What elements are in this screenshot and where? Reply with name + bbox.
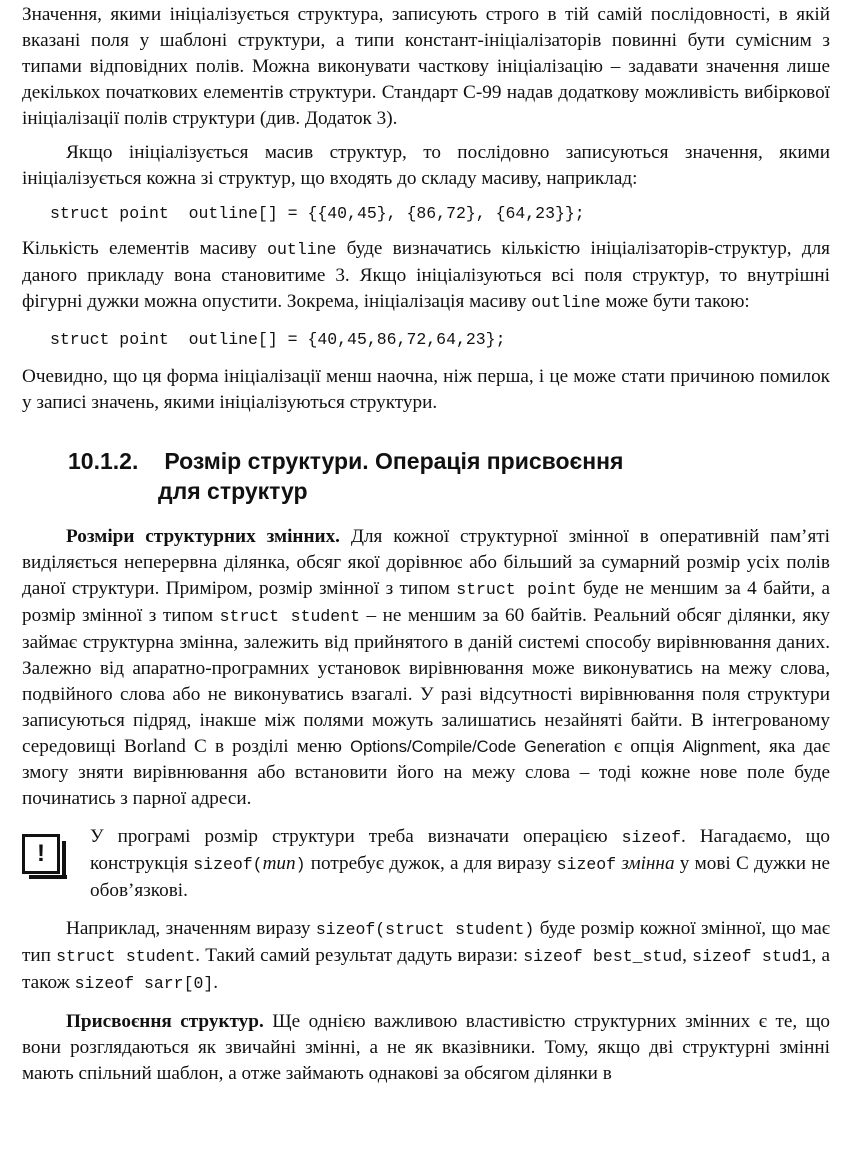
text: буде розмір кожної змінної, що має тип xyxy=(22,918,830,966)
text: у мові С дужки не обов’язкові. xyxy=(90,853,830,901)
option-name: Alignment xyxy=(682,738,757,756)
inline-code: outline xyxy=(267,240,337,259)
note-block xyxy=(22,824,830,904)
italic-term: змінна xyxy=(621,853,675,874)
heading-line-1 xyxy=(22,446,830,476)
text: може бути такою: xyxy=(600,291,750,312)
text: Ще однією важливою властивістю структурних змінних є те, що вони розглядаються як звичайні змінні, а не як вказівники. Тому, якщо дві структурні змінні мають спільний шаблон, а отже займають однакові за обсягом ділянки в xyxy=(22,1011,830,1084)
paragraph-element-count xyxy=(22,236,830,316)
text: потребує дужок, а для виразу xyxy=(305,853,557,874)
paragraph-struct-assignment xyxy=(22,1009,830,1087)
paragraph-clarity-note: Очевидно, що ця форма ініціалізації менш наочна, ніж перша, і це може стати причиною помилок у записі значень, якими ініціалізуються структури. xyxy=(22,366,830,413)
code-example-nested: struct point outline[] = {{40,45}, {86,72}, {64,23}}; xyxy=(50,204,585,223)
paragraph-sizeof-example xyxy=(22,916,830,997)
exclamation-icon xyxy=(22,834,60,874)
text: Для кожної структурної змінної в оперативній пам’яті виділяється неперервна ділянка, обсяг якої дорівнює або більший за сумарний розмір усіх полів даної структури. Приміром, розмір змінної з типом xyxy=(22,526,830,599)
inline-code: ) xyxy=(295,855,306,874)
text: буде не меншим за 4 байти, а розмір змінної з типом xyxy=(22,578,831,626)
inline-code: sizeof xyxy=(556,855,617,874)
inline-code: struct student xyxy=(56,947,196,966)
text: Наприклад, значенням виразу xyxy=(66,918,316,939)
text: . Нагадаємо, що конструкція xyxy=(90,826,830,874)
inline-code: sizeof stud1 xyxy=(692,947,812,966)
italic-term: тип xyxy=(262,853,296,874)
text: – не меншим за 60 байтів. Реальний обсяг ділянки, яку займає структурна змінна, залежить від прийнятого в даній системі способу вирівнювання даних. Залежно від апаратно-програмних установок вирівнювання може виконуватись на межу слова, подвійного слова або не виконуватись взагалі. У разі відсутності вирівнювання поля структури записуються підряд, інакше між полями можуть залишатись незайняті байти. В інтегрованому середовищі Borland C в розділі меню xyxy=(22,605,830,757)
exclamation-symbol: ! xyxy=(37,840,45,867)
paragraph-lead: Розміри структурних змінних. xyxy=(66,526,340,547)
inline-code: sizeof sarr[0] xyxy=(74,974,214,993)
inline-code: sizeof( xyxy=(193,855,263,874)
inline-code: sizeof(struct student) xyxy=(315,920,535,939)
inline-code: outline xyxy=(531,293,601,312)
inline-code: sizeof xyxy=(621,828,682,847)
inline-code: struct point xyxy=(456,580,577,599)
paragraph-struct-sizes xyxy=(22,524,830,812)
inline-code: struct student xyxy=(219,607,360,626)
text: буде визначатись кількістю ініціалізаторів-структур, для даного прикладу вона становитиме 3. Якщо ініціалізуються всі поля структур, то внутрішні фігурні дужки можна опустити. Зокрема, ініціалізація масиву xyxy=(22,238,830,312)
note-text xyxy=(90,824,830,904)
section-number: 10.1.2. xyxy=(68,448,139,474)
code-example-flat: struct point outline[] = {40,45,86,72,64,23}; xyxy=(50,330,506,349)
text: , xyxy=(682,945,693,966)
paragraph-array-init: Якщо ініціалізується масив структур, то послідовно записуються значення, якими ініціалізується кожна зі структур, що входять до складу масиву, наприклад: xyxy=(22,142,830,189)
text: є опція xyxy=(605,736,683,757)
inline-code: sizeof best_stud xyxy=(523,947,683,966)
paragraph-lead: Присвоєння структур. xyxy=(66,1011,264,1032)
section-heading xyxy=(22,446,830,506)
heading-text: Розмір структури. Операція присвоєння xyxy=(164,448,624,474)
text: У програмі розмір структури треба визначати операцією xyxy=(90,826,622,847)
text: . Такий самий результат дадуть вирази: xyxy=(195,945,524,966)
text: , яка дає змогу зняти вирівнювання або встановити його на межу слова – тоді кожне нове поле буде починатись з парної адреси. xyxy=(22,736,830,809)
paragraph-initialization-order: Значення, якими ініціалізується структура, записують строго в тій самій послідовності, в якій вказані поля у шаблоні структури, а типи констант-ініціалізаторів повинні бути сумісним з типами відповідних полів. Можна виконувати часткову ініціалізацію – задавати значення лише декількох початкових елементів структури. Стандарт С-99 надав додаткову можливість вибіркової ініціалізації полів структури (див. Додаток 3). xyxy=(22,4,830,129)
text: Кількість елементів масиву xyxy=(22,238,268,259)
page xyxy=(22,0,830,1087)
text: , а також xyxy=(22,945,830,993)
heading-line-2: для структур xyxy=(158,478,308,504)
menu-path: Options/Compile/Code Generation xyxy=(350,738,606,756)
text: . xyxy=(213,972,219,993)
